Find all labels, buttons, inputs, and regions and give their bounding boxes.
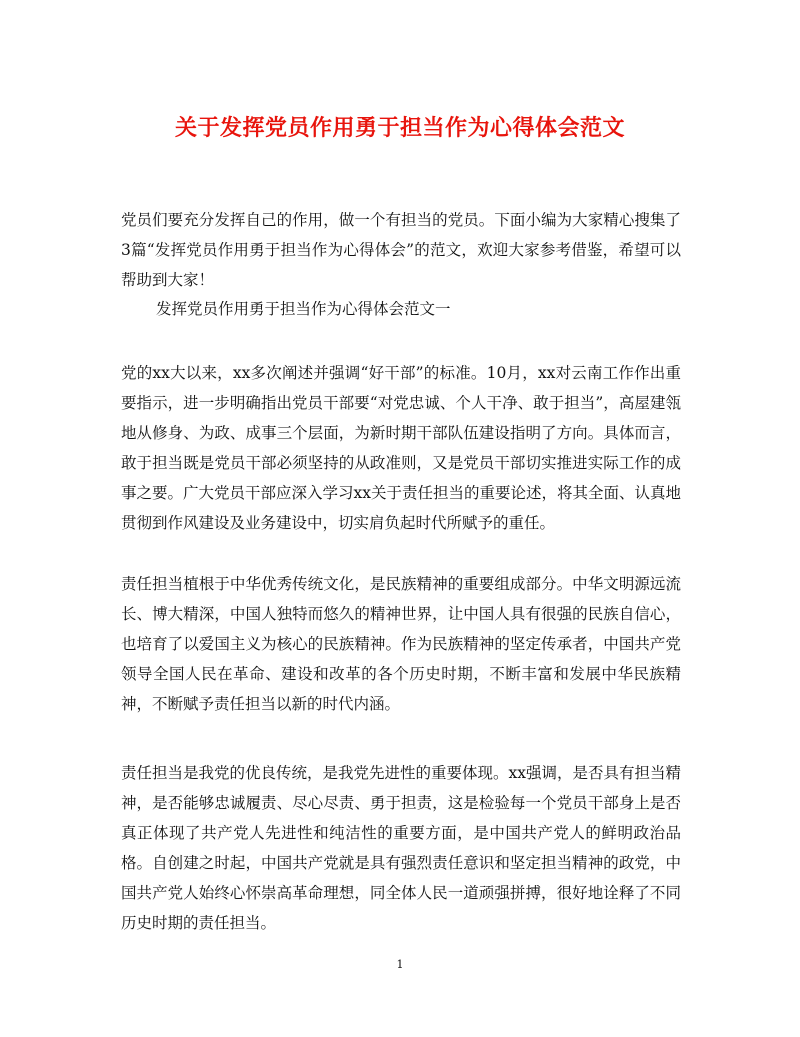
intro-paragraph: 党员们要充分发挥自己的作用，做一个有担当的党员。下面小编为大家精心搜集了3篇“发挥党员作用勇于担当作为心得体会”的范文，欢迎大家参考借鉴，希望可以帮助到大家！ bbox=[121, 211, 681, 289]
body-paragraph-3: 责任担当是我党的优良传统，是我党先进性的重要体现。xx强调，是否具有担当精神，是否能够忠诚履责、尽心尽责、勇于担责，这是检验每一个党员干部身上是否真正体现了共产党人先进性和纯洁性的重要方面，是中国共产党人的鲜明政治品格。自创建之时起，中国共产党就是具有强烈责任意识和坚定担当精神的政党，中国共产党人始终心怀崇高革命理想，同全体人民一道顽强拼搏，很好地诠释了不同历史时期的责任担当。 bbox=[121, 764, 681, 932]
document-title: 关于发挥党员作用勇于担当作为心得体会范文 bbox=[174, 115, 625, 141]
section-subtitle: 发挥党员作用勇于担当作为心得体会范文一 bbox=[156, 300, 451, 318]
page-number: 1 bbox=[396, 958, 404, 971]
body-paragraph-1: 党的xx大以来，xx多次阐述并强调“好干部”的标准。10月，xx对云南工作作出重要指示，进一步明确指出党员干部要“对党忠诚、个人干净、敢于担当”，高屋建瓴地从修身、为政、成事三个层面，为新时期干部队伍建设指明了方向。具体而言，敢于担当既是党员干部必须坚持的从政准则，又是党员干部切实推进实际工作的成事之要。广大党员干部应深入学习xx关于责任担当的重要论述，将其全面、认真地贯彻到作风建设及业务建设中，切实肩负起时代所赋予的重任。 bbox=[121, 364, 681, 532]
body-paragraph-2: 责任担当植根于中华优秀传统文化，是民族精神的重要组成部分。中华文明源远流长、博大精深，中国人独特而悠久的精神世界，让中国人具有很强的民族自信心，也培育了以爱国主义为核心的民族精神。作为民族精神的坚定传承者，中国共产党领导全国人民在革命、建设和改革的各个历史时期，不断丰富和发展中华民族精神，不断赋予责任担当以新的时代内涵。 bbox=[121, 575, 681, 713]
